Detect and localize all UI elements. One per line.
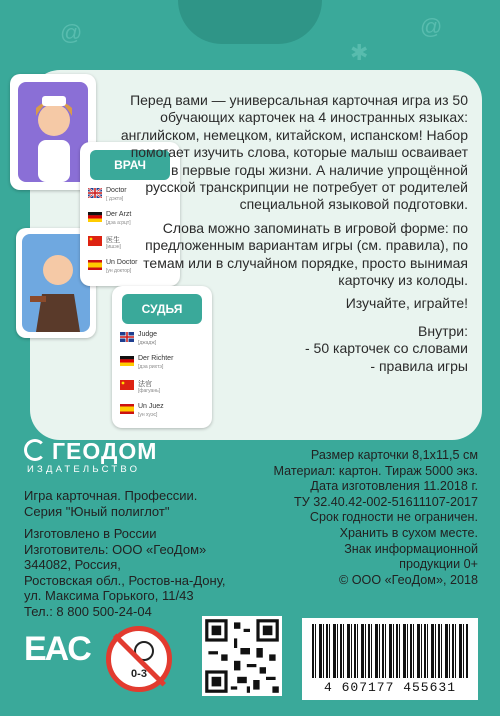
product-specs (274, 448, 478, 588)
card-row-spanish (120, 402, 204, 424)
description-paragraph: Слова можно запоминать в игровой форме: по предложенным вариантам игры (см. правила), по темам или в случайном порядке, просто вынимая карточку из колоды. (143, 219, 468, 289)
publisher-subtitle: ИЗДАТЕЛЬСТВО (27, 464, 141, 475)
address-line: Ростовская обл., Ростов-на-Дону, (24, 572, 226, 588)
judge-card-title: СУДЬЯ (122, 294, 202, 324)
inside-item: - 50 карточек со словами (305, 340, 468, 357)
product-description (120, 92, 468, 375)
age-warning-icon (106, 626, 172, 692)
inside-item: - правила игры (370, 357, 468, 374)
spec-line: Размер карточки 8,1х11,5 см (310, 448, 478, 462)
product-line: Игра карточная. Профессии. (24, 488, 198, 503)
card-transcription: [дэа рихтэ] (138, 364, 164, 370)
spain-flag-icon (88, 260, 102, 270)
hanger-tab (178, 0, 322, 44)
inside-title: Внутри: (418, 322, 468, 339)
age-warning-label: 0-3 (131, 668, 147, 680)
card-word: Der Arzt (106, 211, 132, 218)
card-transcription: [ун хуэс] (138, 412, 158, 418)
publisher-name: ГЕОДОМ (52, 438, 158, 464)
spec-line: Хранить в сухом месте. (339, 525, 478, 540)
card-transcription: [фагуань] (138, 388, 161, 394)
address-line: ул. Максима Горького, 11/43 (24, 588, 194, 603)
spec-line: Знак информационной (344, 541, 478, 556)
card-transcription: [дэа а:рцт] (106, 220, 131, 226)
address-line: 344082, Россия, (24, 557, 121, 572)
product-series: Серия "Юный полиглот" (24, 503, 170, 519)
card-word: 法官 (138, 381, 152, 388)
card-word: 医生 (106, 237, 120, 244)
qr-code (202, 616, 282, 696)
card-transcription: [ун доктор] (106, 268, 132, 274)
description-paragraph: Перед вами — универсальная карточная игра из 50 обучающих карточек на 4 иностранных языках: английском, немецком, китайском, испанском! Набор помогает изучить слова, которые малыш осваивает в первые годы жизни. А наличие упрощённой русской транскрипции не потребует от родителей специальной языковой подготовки. (120, 92, 468, 213)
spec-line: ТУ 32.40.42-002-51611107-2017 (294, 494, 478, 509)
barcode-number: 4 607177 455631 (323, 680, 457, 695)
spec-line: Дата изготовления 11.2018 г. (310, 479, 478, 494)
card-word: Un Juez (138, 403, 164, 410)
manufacturer: Изготовитель: ООО «ГеоДом» (24, 541, 207, 557)
card-transcription: [ˈдɔктə] (106, 196, 124, 202)
description-callout: Изучайте, играйте! (345, 295, 468, 312)
spec-line: Срок годности не ограничен. (309, 510, 478, 525)
spec-line: Материал: картон. Тираж 5000 экз. (273, 463, 478, 478)
spec-line: продукции 0+ (399, 557, 478, 572)
swirl-decoration: @ (60, 20, 83, 45)
nurse-illustration (18, 82, 88, 182)
card-word: Judge (138, 331, 158, 338)
geodom-logo-icon (24, 439, 46, 461)
china-flag-icon (88, 236, 102, 246)
card-row-chinese (120, 378, 204, 400)
eac-mark: EAC (24, 630, 90, 668)
manufacturer-info (24, 488, 226, 619)
publisher-logo (24, 436, 184, 476)
uk-flag-icon (88, 188, 102, 198)
card-transcription: [ишэн] (106, 244, 121, 250)
swirl-decoration: @ (420, 14, 443, 39)
made-in: Изготовлено в России (24, 526, 157, 541)
barcode (302, 618, 478, 700)
barcode-bars (312, 624, 468, 678)
spec-line: © ООО «ГеоДом», 2018 (338, 572, 478, 587)
star-decoration: ✱ (350, 40, 369, 65)
germany-flag-icon (88, 212, 102, 222)
doctor-card-title: ВРАЧ (90, 150, 170, 180)
phone: Тел.: 8 800 500-24-04 (24, 603, 152, 619)
card-word: Un Doctor (106, 259, 138, 266)
spain-flag-icon (120, 404, 134, 414)
card-word: Doctor (106, 187, 127, 194)
china-flag-icon (120, 380, 134, 390)
card-transcription: [джадж] (138, 340, 157, 346)
card-word: Der Richter (138, 355, 174, 362)
